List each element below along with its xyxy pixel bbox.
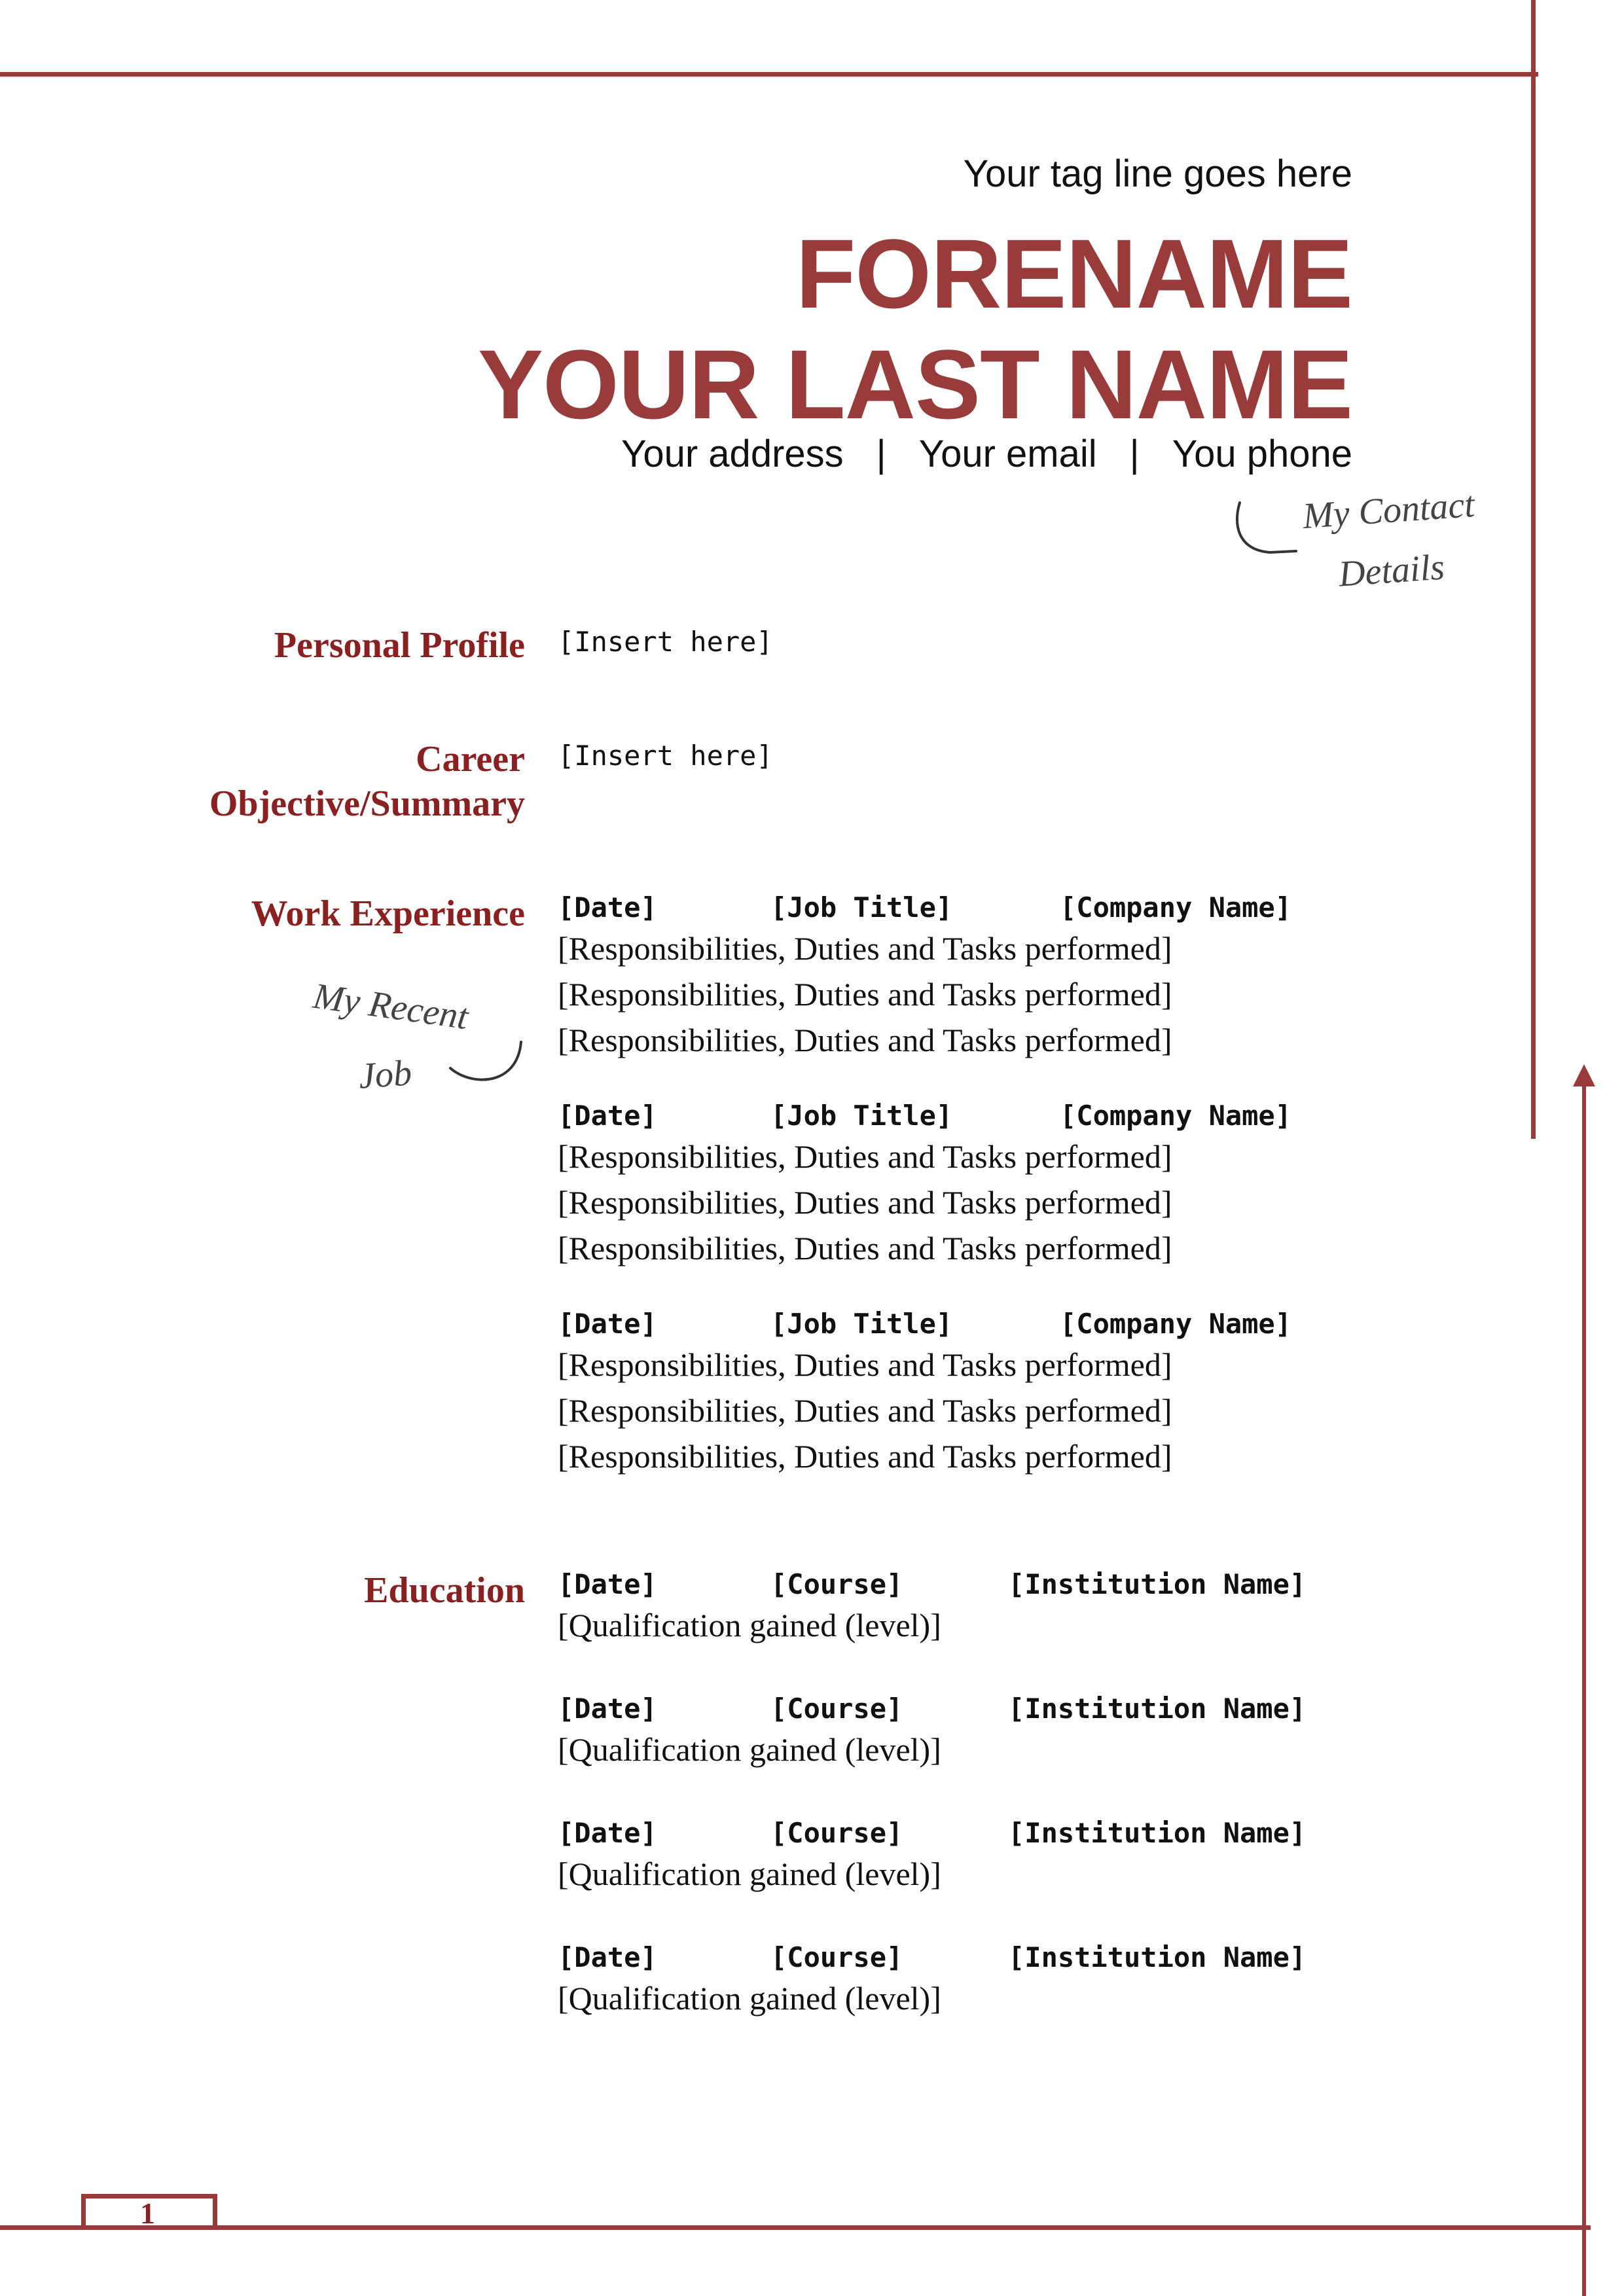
arrow-up-icon	[1573, 1064, 1595, 1086]
note-contact-line1: My Contact	[1301, 484, 1476, 537]
education-course: [Course]	[770, 1817, 903, 1849]
job-company: [Company Name]	[1060, 1308, 1292, 1340]
education-date: [Date]	[558, 1568, 657, 1600]
job-responsibility: [Responsibilities, Duties and Tasks performed]	[558, 1230, 1172, 1266]
job-responsibility: [Responsibilities, Duties and Tasks performed]	[558, 1184, 1172, 1221]
education-institution: [Institution Name]	[1008, 1941, 1307, 1973]
education-qualification: [Qualification gained (level)]	[558, 1607, 941, 1643]
education-entry	[558, 1941, 1376, 2021]
education-date: [Date]	[558, 1817, 657, 1849]
note-recent-job-line2: Job	[357, 1052, 413, 1097]
job-title: [Job Title]	[770, 891, 953, 924]
education-qualification: [Qualification gained (level)]	[558, 1980, 941, 2017]
section-title-career-line1: Career	[416, 739, 525, 780]
job-title: [Job Title]	[770, 1308, 953, 1340]
job-company: [Company Name]	[1060, 891, 1292, 924]
contact-separator: |	[876, 433, 886, 475]
job-date: [Date]	[558, 1100, 657, 1132]
note-recent-job-line1: My Recent	[310, 975, 471, 1038]
education-institution: [Institution Name]	[1008, 1817, 1307, 1849]
career-content: [Insert here]	[558, 740, 773, 772]
page-number: 1	[140, 2197, 155, 2230]
job-header	[558, 1308, 1376, 1342]
top-border-line	[0, 72, 1538, 77]
education-entry	[558, 1817, 1376, 1897]
job-responsibility: [Responsibilities, Duties and Tasks performed]	[558, 976, 1172, 1013]
job-responsibility: [Responsibilities, Duties and Tasks performed]	[558, 1438, 1172, 1475]
job-entry	[558, 1100, 1376, 1271]
education-date: [Date]	[558, 1941, 657, 1973]
contact-address: Your address	[621, 433, 844, 475]
education-course: [Course]	[770, 1568, 903, 1600]
section-title-career	[119, 737, 525, 826]
education-entry	[558, 1693, 1376, 1772]
last-name: YOUR LAST NAME	[478, 329, 1352, 439]
contact-email: Your email	[918, 433, 1097, 475]
job-header	[558, 1100, 1376, 1134]
arrow-vertical-line	[1582, 1080, 1586, 2296]
education-header	[558, 1693, 1376, 1727]
tag-line: Your tag line goes here	[963, 152, 1352, 195]
job-responsibility: [Responsibilities, Duties and Tasks performed]	[558, 1022, 1172, 1058]
page-tab-right	[213, 2194, 217, 2227]
note-contact-line2: Details	[1337, 547, 1446, 595]
job-title: [Job Title]	[770, 1100, 953, 1132]
section-title-career-line2: Objective/Summary	[209, 783, 525, 824]
first-name: FORENAME	[795, 219, 1352, 329]
job-company: [Company Name]	[1060, 1100, 1292, 1132]
education-qualification: [Qualification gained (level)]	[558, 1731, 941, 1768]
education-date: [Date]	[558, 1693, 657, 1725]
right-vertical-line	[1531, 0, 1536, 1139]
contact-separator: |	[1129, 433, 1140, 475]
contact-line	[621, 432, 1352, 476]
job-responsibility: [Responsibilities, Duties and Tasks performed]	[558, 1346, 1172, 1383]
education-header	[558, 1941, 1376, 1975]
job-responsibility: [Responsibilities, Duties and Tasks performed]	[558, 1392, 1172, 1429]
job-header	[558, 891, 1376, 925]
education-course: [Course]	[770, 1941, 903, 1973]
job-date: [Date]	[558, 891, 657, 924]
bottom-border-line	[0, 2225, 1591, 2230]
job-date: [Date]	[558, 1308, 657, 1340]
curved-arrow-icon	[1231, 497, 1303, 563]
job-responsibility: [Responsibilities, Duties and Tasks performed]	[558, 930, 1172, 967]
contact-phone: You phone	[1172, 433, 1352, 475]
education-header	[558, 1817, 1376, 1851]
education-entry	[558, 1568, 1376, 1648]
job-responsibility: [Responsibilities, Duties and Tasks performed]	[558, 1138, 1172, 1175]
education-qualification: [Qualification gained (level)]	[558, 1856, 941, 1892]
job-entry	[558, 1308, 1376, 1479]
education-institution: [Institution Name]	[1008, 1568, 1307, 1600]
education-course: [Course]	[770, 1693, 903, 1725]
section-title-education: Education	[364, 1570, 525, 1611]
job-entry	[558, 891, 1376, 1063]
section-title-profile: Personal Profile	[274, 625, 525, 666]
page-tab-left	[81, 2194, 86, 2227]
education-header	[558, 1568, 1376, 1602]
profile-content: [Insert here]	[558, 626, 773, 658]
curved-arrow-icon	[445, 1034, 530, 1093]
section-title-work: Work Experience	[251, 893, 525, 934]
education-institution: [Institution Name]	[1008, 1693, 1307, 1725]
